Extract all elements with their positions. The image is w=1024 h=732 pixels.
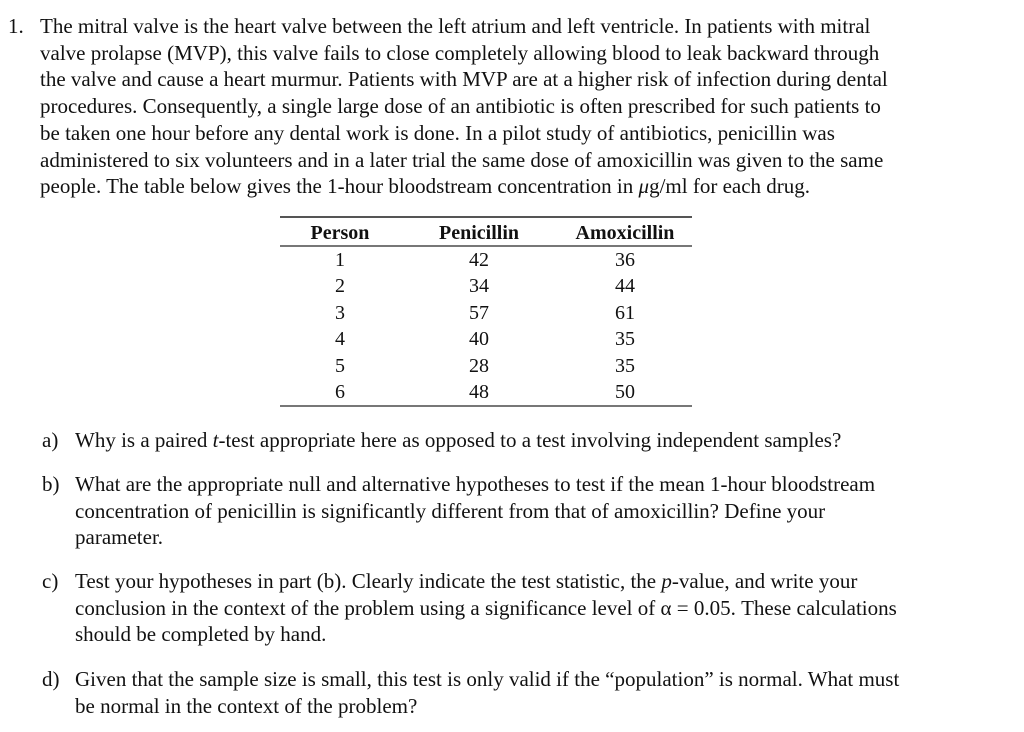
intro-text: people. The table below gives the 1-hour bloodstream concentration in — [40, 174, 639, 199]
table-row — [280, 273, 692, 299]
intro-line: administered to six volunteers and in a later trial the same dose of amoxicillin was given to the same — [40, 147, 884, 172]
part-text: Test your hypotheses in part (b). Clearly indicate the test statistic, the — [75, 569, 662, 593]
cell-person: 6 — [335, 381, 345, 404]
intro-text: g/ml for each drug. — [649, 174, 811, 199]
part-line: parameter. — [75, 525, 164, 550]
intro-line: the valve and cause a heart murmur. Patients with MVP are at a higher risk of infection during dental — [40, 67, 888, 92]
table-row — [280, 246, 692, 273]
cell-penicillin: 57 — [469, 301, 489, 324]
part-line — [75, 427, 995, 454]
part-line: should be completed by hand. — [75, 622, 327, 647]
cell-amoxicillin: 35 — [615, 328, 635, 351]
part-a-text — [75, 427, 995, 454]
header-penicillin: Penicillin — [439, 222, 519, 244]
intro-line: valve prolapse (MVP), this valve fails to close completely allowing blood to leak backward through — [40, 40, 880, 65]
question-intro — [40, 13, 980, 200]
part-b-text — [75, 471, 995, 551]
table-row — [280, 379, 692, 406]
part-line — [75, 568, 995, 595]
concentration-table — [280, 216, 692, 407]
table-row — [280, 326, 692, 352]
cell-amoxicillin: 50 — [615, 381, 635, 404]
cell-person: 4 — [335, 328, 345, 351]
cell-amoxicillin: 61 — [615, 301, 635, 324]
part-c-label: c) — [42, 569, 59, 593]
part-line: What are the appropriate null and alternative hypotheses to test if the mean 1-hour bloodstream — [75, 472, 876, 496]
part-c-text — [75, 568, 995, 648]
t-symbol: t — [212, 428, 219, 452]
header-person: Person — [310, 222, 370, 244]
part-d-text — [75, 666, 995, 719]
unit-mu: μ — [638, 174, 650, 199]
part-a-label: a) — [42, 428, 59, 452]
part-b-label: b) — [42, 472, 60, 496]
intro-line: be taken one hour before any dental work is done. In a pilot study of antibiotics, penicillin was — [40, 120, 835, 145]
table-row — [280, 353, 692, 379]
table-row — [280, 300, 692, 326]
p-symbol: p — [661, 569, 672, 593]
part-text: -test appropriate here as opposed to a test involving independent samples? — [218, 428, 842, 452]
cell-penicillin: 28 — [469, 354, 489, 377]
cell-penicillin: 34 — [469, 275, 489, 298]
part-text: -value, and write your — [671, 569, 858, 593]
part-d-label: d) — [42, 667, 60, 691]
part-line: conclusion in the context of the problem using a significance level of α = 0.05. These calculations — [75, 595, 897, 620]
cell-penicillin: 42 — [469, 249, 489, 271]
cell-person: 2 — [335, 275, 345, 298]
cell-penicillin: 40 — [469, 328, 489, 351]
header-amoxicillin: Amoxicillin — [575, 222, 675, 244]
question-number: 1. — [8, 14, 24, 38]
cell-amoxicillin: 35 — [615, 354, 635, 377]
part-line: Given that the sample size is small, this test is only valid if the “population” is normal. What must — [75, 667, 900, 691]
cell-amoxicillin: 36 — [615, 249, 635, 271]
table-header-row — [280, 217, 692, 246]
intro-line: The mitral valve is the heart valve between the left atrium and left ventricle. In patients with mitral — [40, 14, 871, 38]
intro-line-last — [40, 173, 980, 200]
cell-person: 5 — [335, 354, 345, 377]
part-text: Why is a paired — [75, 428, 213, 452]
cell-person: 1 — [335, 249, 345, 271]
cell-person: 3 — [335, 301, 345, 324]
cell-amoxicillin: 44 — [615, 275, 635, 298]
cell-penicillin: 48 — [469, 381, 489, 404]
part-line: concentration of penicillin is significantly different from that of amoxicillin? Define your — [75, 498, 826, 523]
intro-line: procedures. Consequently, a single large dose of an antibiotic is often prescribed for such patients to — [40, 94, 881, 119]
part-line: be normal in the context of the problem? — [75, 693, 418, 718]
